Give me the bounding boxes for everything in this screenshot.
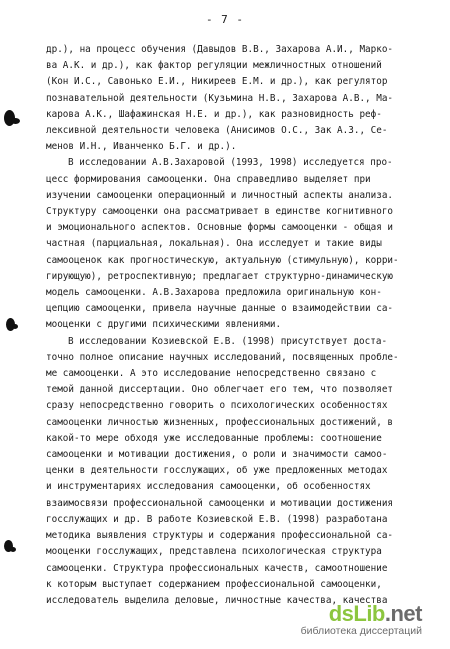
text-line: цепцию самооценки, привела научные данные о взаимодействии са- — [46, 303, 394, 315]
watermark-logo — [301, 601, 422, 627]
text-line: ценки в деятельности госслужащих, об уже предложенных методах — [46, 465, 388, 477]
text-line: к которым выступает содержанием профессиональной самооценки, — [46, 578, 382, 590]
scan-hole-mark — [10, 547, 16, 552]
text-line: мооценки госслужащих, представлена психологическая структура — [46, 546, 382, 558]
text-line: др.), на процесс обучения (Давыдов В.В., Захарова А.И., Марко- — [46, 44, 394, 55]
text-line: сразу непосредственно говорить о психологических особенностях — [46, 400, 388, 412]
text-line: карова А.К., Шафажинская Н.Е. и др.), как разновидность реф- — [46, 108, 382, 120]
text-line: самооценок как прогностическую, актуальную (стимульную), корри- — [46, 254, 399, 266]
text-line: менов И.Н., Иванченко Б.Г. и др.). — [46, 141, 237, 153]
text-line: и эмоционального аспектов. Основные формы самооценки - общая и — [46, 222, 394, 234]
text-line: точно полное описание научных исследований, посвященных пробле- — [46, 351, 399, 363]
text-line: ва А.К. и др.), как фактор регуляции межличностных отношений — [46, 60, 382, 72]
text-line: самооценки. Структура профессиональных качеств, самоотношение — [46, 562, 388, 574]
text-line: взаимосвязи профессиональной самооценки и мотивации достижения — [46, 497, 394, 509]
text-line: темой данной диссертации. Оно облегчает его тем, что позволяет — [46, 384, 394, 396]
text-line: лексивной деятельности человека (Анисимов О.С., Зак А.З., Се- — [46, 125, 388, 137]
page-number: - 7 - — [205, 13, 245, 26]
paragraph-first-line: В исследовании Козиевской Е.В. (1998) присутствует доста- — [68, 335, 388, 347]
text-line: модель самооценки. А.В.Захарова предложила оригинальную кон- — [46, 287, 382, 299]
text-line: мооценки с другими психическими явлениями. — [46, 319, 282, 331]
text-line: ме самооценки. А это исследование непосредственно связано с — [46, 368, 377, 380]
text-line: Структуру самооценки она рассматривает в единстве когнитивного — [46, 206, 394, 218]
watermark-subtitle: библиотека диссертаций — [300, 625, 422, 637]
text-line: самооценки и мотивации достижения, о роли и значимости самоо- — [46, 449, 388, 461]
text-line: и инструментариях исследования самооценки, об особенностях — [46, 481, 371, 493]
scan-hole-mark — [12, 324, 18, 329]
text-line: цесс формирования самооценки. Она справедливо выделяет при — [46, 173, 371, 185]
text-line: частная (парциальная, локальная). Она исследует и такие виды — [46, 238, 382, 250]
text-line: госслужащих и др. В работе Козиевской Е.В. (1998) разработана — [46, 513, 388, 525]
text-line: методика выявления структуры и содержания профессиональной са- — [46, 530, 394, 542]
text-line: исследователь выделила деловые, личностные качества, качества — [46, 594, 388, 606]
text-line: какой-то мере обходя уже исследованные проблемы: соотношение — [46, 432, 382, 444]
text-line: изучении самооценки операционный и личностный аспекты анализа. — [46, 189, 394, 201]
text-line: гирующую), ретроспективную; предлагает структурно-динамическую — [46, 270, 394, 282]
watermark-logo-tld: .net — [384, 601, 422, 626]
body-text — [46, 42, 411, 609]
watermark — [301, 601, 422, 637]
paragraph-first-line: В исследовании А.В.Захаровой (1993, 1998) исследуется про- — [68, 157, 393, 169]
text-line: (Кон И.С., Савонько Е.И., Никиреев Е.М. и др.), как регулятор — [46, 76, 388, 88]
scan-hole-mark — [11, 118, 20, 124]
text-line: самооценки личностью жизненных, профессиональных достижений, в — [46, 416, 394, 428]
text-line: познавательной деятельности (Кузьмина Н.В., Захарова А.В., Ма- — [46, 92, 394, 104]
watermark-logo-main: dsLib — [328, 601, 385, 626]
